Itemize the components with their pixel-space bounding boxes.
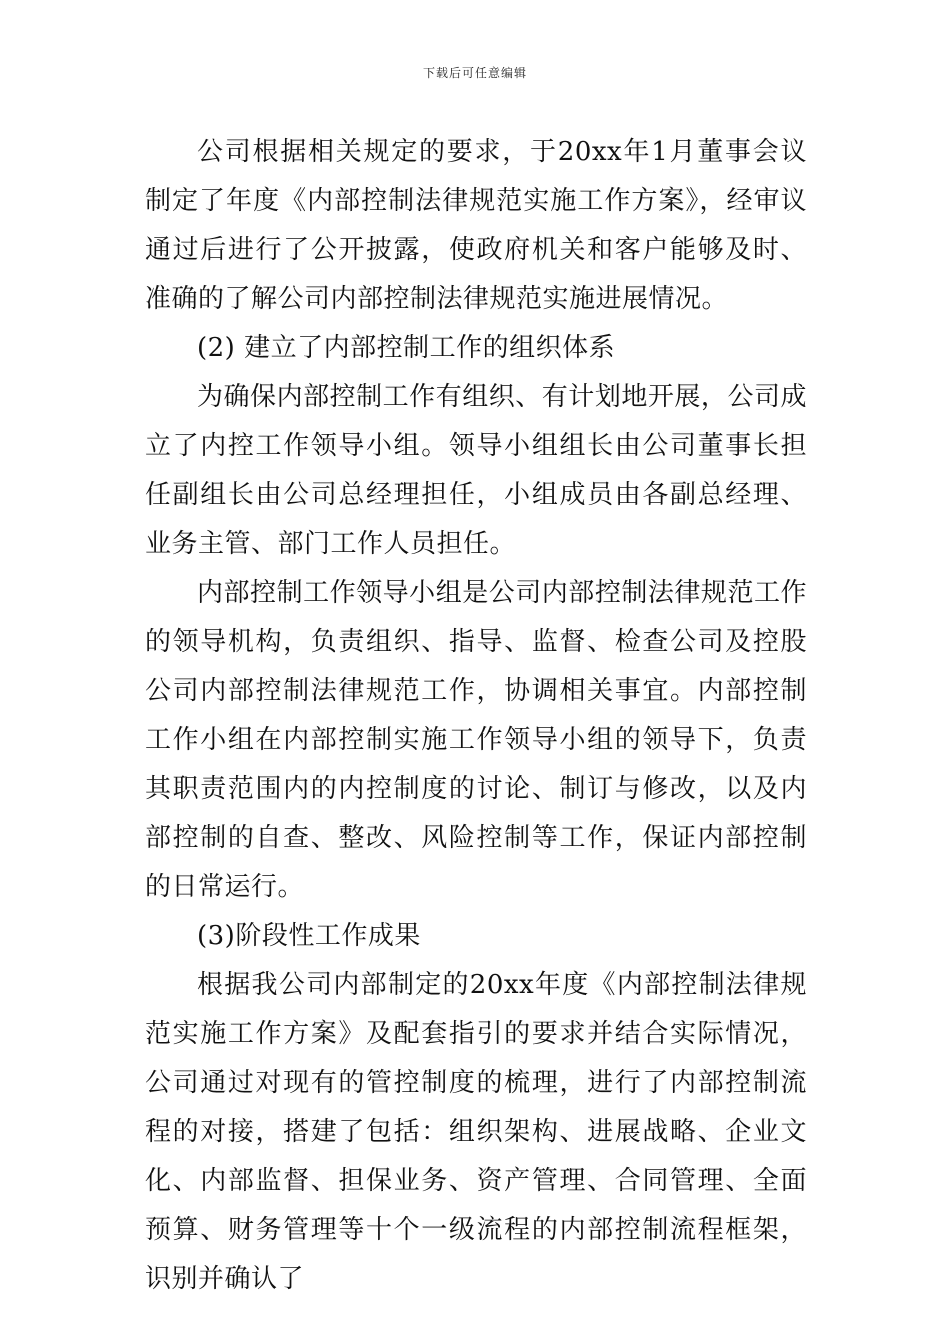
heading-stage-results: (3)阶段性工作成果	[197, 921, 421, 951]
paragraph-stage-results: 根据我公司内部制定的20xx年度《内部控制法律规范实施工作方案》及配套指引的要求并结合实际情况，公司通过对现有的管控制度的梳理，进行了内部控制流程的对接，搭建了包括：组织架构、进展战略、企业文化、内部监督、担保业务、资产管理、合同管理、全面预算、财务管理等十个一级流程的内部控制流程框架，识别并确认了	[145, 970, 807, 1294]
heading-organization-system: (2) 建立了内部控制工作的组织体系	[197, 333, 616, 363]
paragraph-leadership-group: 为确保内部控制工作有组织、有计划地开展，公司成立了内控工作领导小组。领导小组组长由公司董事长担任副组长由公司总经理担任，小组成员由各副总经理、业务主管、部门工作人员担任。	[145, 382, 807, 559]
paragraph-leadership-duties: 内部控制工作领导小组是公司内部控制法律规范工作的领导机构，负责组织、指导、监督、检查公司及控股公司内部控制法律规范工作，协调相关事宜。内部控制工作小组在内部控制实施工作领导小组的领导下，负责其职责范围内的内控制度的讨论、制订与修改，以及内部控制的自查、整改、风险控制等工作，保证内部控制的日常运行。	[145, 578, 807, 902]
page-header: 下载后可任意编辑	[422, 66, 527, 80]
document-body	[145, 128, 807, 1304]
paragraph-plan-disclosure: 公司根据相关规定的要求，于20xx年1月董事会议制定了年度《内部控制法律规范实施工作方案》，经审议通过后进行了公开披露，使政府机关和客户能够及时、准确的了解公司内部控制法律规范实施进展情况。	[145, 137, 807, 314]
